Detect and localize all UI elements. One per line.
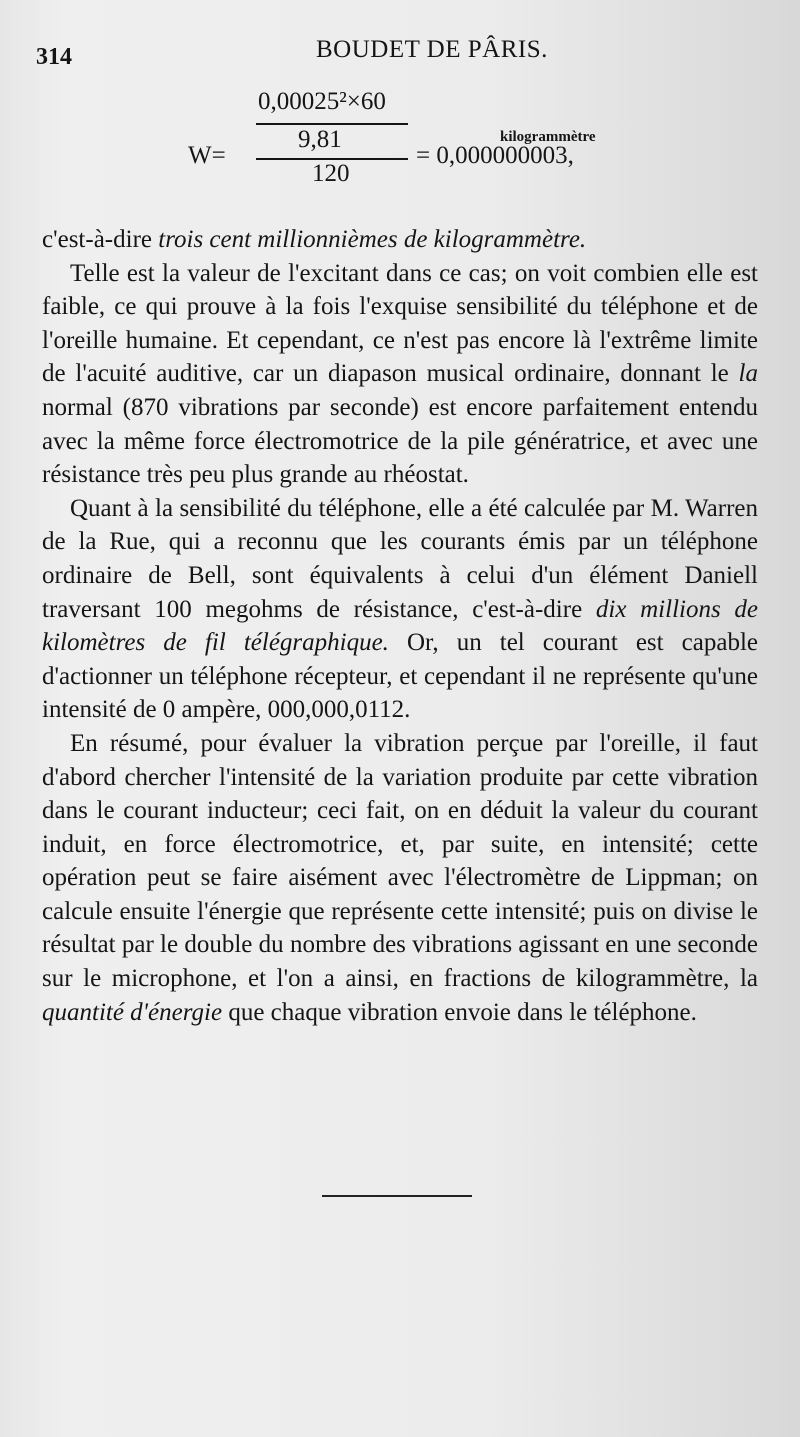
paragraph-4 — [42, 727, 758, 1029]
footnote-rule — [322, 1195, 472, 1197]
paragraph-2-italic: la — [738, 360, 758, 388]
paragraph-2-text-end: normal (870 vibrations par seconde) est encore parfaitement entendu avec la même force électromotrice de la pile génératrice, et avec une résistance très peu plus grande au rhéostat. — [42, 393, 758, 489]
paragraph-3-text-end: Or, un tel courant est capable d'actionner un téléphone récepteur, et cependant il ne représente qu'une intensité de 0 ampère, 000,000,0112. — [42, 629, 758, 724]
energy-formula — [0, 88, 800, 198]
paragraph-3-text: Quant à la sensibilité du téléphone, elle a été calculée par M. Warren de la Rue, qui a reconnu que les courants émis par un téléphone ordinaire de Bell, sont équivalents à celui d'un élément Daniell traversant 100 megohms de résistance, c'est-à-dire — [42, 494, 758, 623]
running-title: BOUDET DE PÂRIS. — [316, 36, 548, 63]
paragraph-2-text: Telle est la valeur de l'excitant dans ce cas; on voit combien elle est faible, ce qui prouve à la fois l'exquise sensibilité du téléphone et de l'oreille humaine. Et cependant, ce n'est pas encore là l'extrême limite de l'acuité auditive, car un diapason musical ordinaire, donnant le — [42, 259, 758, 388]
paragraph-3 — [42, 492, 758, 727]
formula-inner-denominator: 9,81 — [298, 126, 342, 153]
formula-numerator: 0,00025²×60 — [258, 88, 386, 115]
formula-unit-label: kilogrammètre — [500, 129, 596, 145]
formula-denominator: 120 — [312, 160, 350, 187]
page-number: 314 — [36, 44, 72, 70]
paragraph-3-italic: dix millions de kilomètres de fil télégraphique. — [42, 595, 758, 657]
paragraph-1-text: c'est-à-dire — [42, 226, 159, 253]
body-text — [42, 223, 758, 1029]
paragraph-4-text-end: que chaque vibration envoie dans le téléphone. — [222, 998, 697, 1026]
paragraph-1-italic: trois cent millionnièmes de kilogrammètre. — [158, 226, 587, 253]
formula-lhs: W= — [188, 142, 226, 169]
paragraph-1 — [42, 223, 758, 257]
formula-inner-fraction-bar — [256, 123, 408, 125]
paragraph-4-italic: quantité d'énergie — [42, 998, 223, 1026]
page-header — [36, 34, 756, 74]
paragraph-2 — [42, 257, 758, 492]
formula-result: = 0,000000003, — [416, 142, 574, 169]
paragraph-4-text: En résumé, pour évaluer la vibration perçue par l'oreille, il faut d'abord chercher l'intensité de la variation produite par cette vibration dans le courant inducteur; ceci fait, on en déduit la valeur du courant induit, en force électromotrice, et, par suite, en intensité; cette opération peut se faire aisément avec l'électromètre de Lippman; on calcule ensuite l'énergie que représente cette intensité; puis on divise le résultat par le double du nombre des vibrations agissant en une seconde sur le microphone, et l'on a ainsi, en fractions de kilogrammètre, la — [42, 729, 758, 993]
